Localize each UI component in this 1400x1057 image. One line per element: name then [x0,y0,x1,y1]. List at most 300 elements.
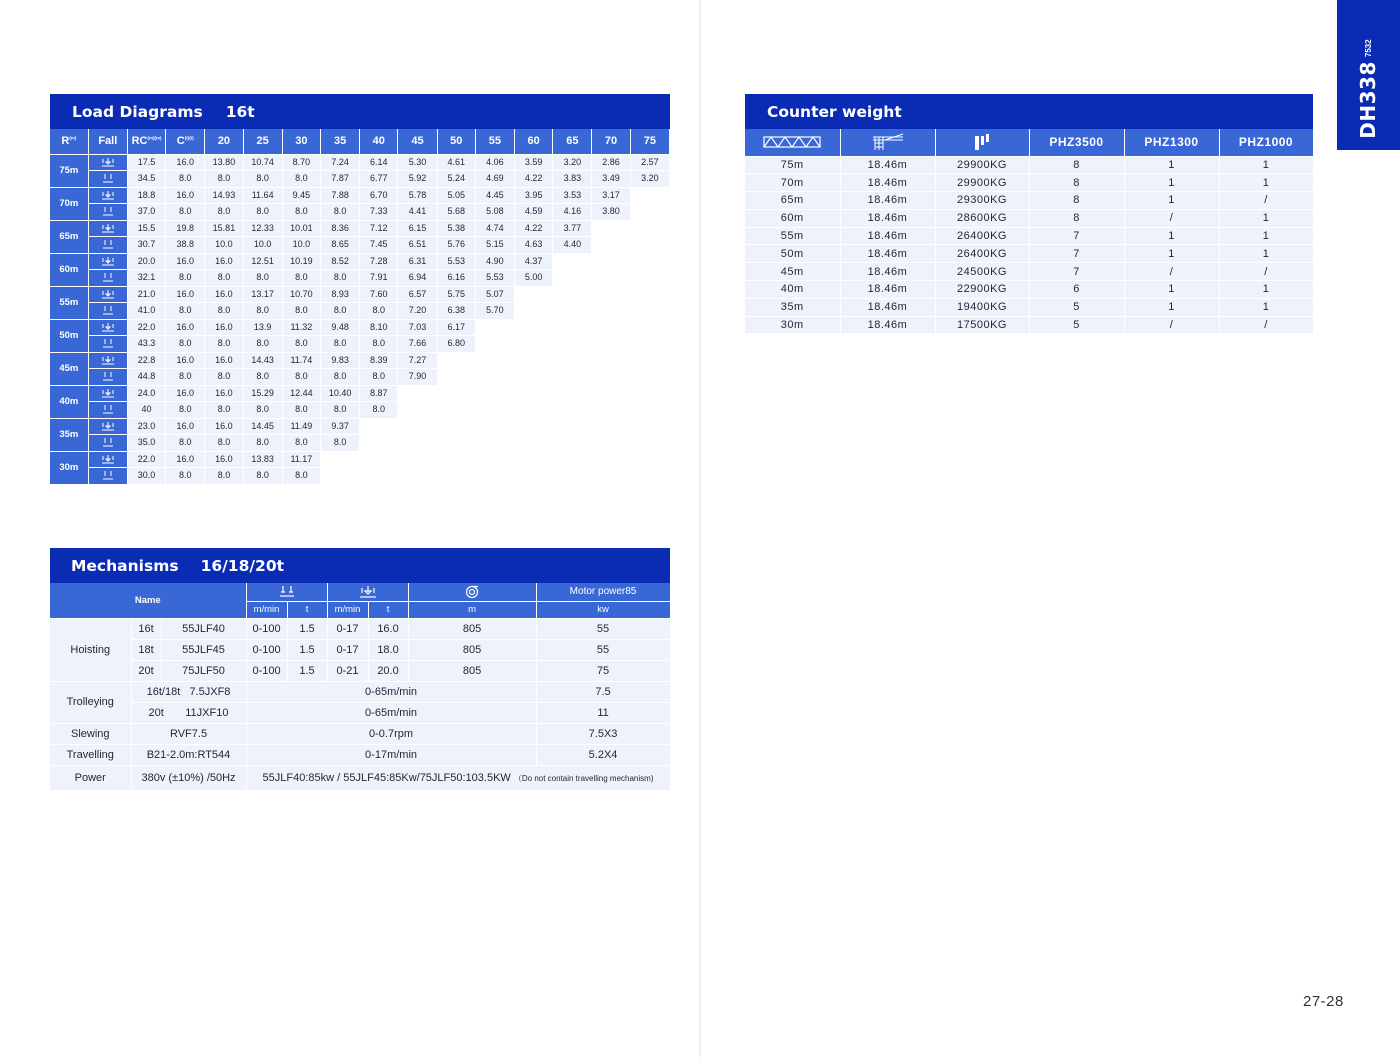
c-value: 8.0 [166,468,205,485]
c-value: 16.0 [166,286,205,303]
load-value: 8.0 [205,270,243,287]
jib-length: 40m [745,281,840,299]
total-weight: 17500KG [935,316,1029,334]
travelling-speed: 0-17m/min [246,744,536,765]
load-value: 4.40 [553,237,592,254]
rc-value: 17.5 [127,154,165,171]
hoisting-power: 55 [536,618,670,639]
load-value: 7.24 [320,154,359,171]
phz1000-count: / [1219,316,1313,334]
load-value: 12.33 [243,220,282,237]
rc-value: 30.7 [127,237,165,254]
phz1000-count: 1 [1219,156,1313,174]
hoisting-power: 75 [536,660,670,681]
tower-height: 18.46m [840,245,935,263]
tower-height: 18.46m [840,209,935,227]
counter-weight-row [745,263,1313,281]
drum-icon [408,583,536,601]
four-fall-hook-icon [88,253,127,270]
c-header: $C^{(t)(t)}$ [166,129,205,154]
load-value: 3.49 [592,171,630,188]
tower-height: 18.46m [840,156,935,174]
empty-cell [630,187,669,204]
c-value: 16.0 [166,385,205,402]
two-fall-hook-icon [88,369,127,386]
load-value: 8.0 [320,204,359,221]
jib-length: 45m [745,263,840,281]
four-fall-hook-icon [88,187,127,204]
load-row [50,402,670,419]
load-value: 11.17 [282,451,320,468]
load-value: 8.0 [205,468,243,485]
phz3500-count: 5 [1029,298,1124,316]
empty-cell [320,468,359,485]
load-value: 8.0 [243,171,282,188]
phz1000-count: / [1219,263,1313,281]
load-value: 5.24 [437,171,475,188]
two-fall-hook-icon [88,402,127,419]
power-supply: 380v (±10%) /50Hz [131,765,246,790]
hoisting-load-b: 16.0 [368,618,408,639]
empty-cell [630,303,669,320]
empty-cell [630,270,669,287]
load-value: 8.0 [282,369,320,386]
empty-cell [515,319,553,336]
rc-value: 30.0 [127,468,165,485]
load-value: 5.92 [398,171,437,188]
phz1300-count: / [1124,209,1219,227]
hoisting-model: 75JLF50 [161,660,246,681]
load-value: 8.0 [282,270,320,287]
load-value: 8.0 [320,435,359,452]
empty-cell [515,336,553,353]
total-weight: 26400KG [935,245,1029,263]
phz1000-count: 1 [1219,209,1313,227]
four-fall-hook-icon [88,286,127,303]
radius-header: 55 [475,129,514,154]
page-number: 27-28 [1303,993,1344,1010]
total-weight: 29900KG [935,156,1029,174]
empty-cell [592,319,630,336]
total-weight: 28600KG [935,209,1029,227]
empty-cell [475,385,514,402]
c-value: 8.0 [166,270,205,287]
load-value: 10.70 [282,286,320,303]
two-fall-hook-icon [88,435,127,452]
empty-cell [475,319,514,336]
counter-weight-row [745,245,1313,263]
load-value: 7.33 [360,204,398,221]
four-fall-hook-icon [88,385,127,402]
jib-length: 60m [745,209,840,227]
load-row [50,418,670,435]
empty-cell [515,286,553,303]
empty-cell [398,468,437,485]
power-label: Power [50,765,131,790]
rc-value: 41.0 [127,303,165,320]
load-row [50,352,670,369]
two-fall-hook-icon [88,336,127,353]
load-value: 6.57 [398,286,437,303]
load-value: 8.0 [205,303,243,320]
load-value: 4.59 [515,204,553,221]
travelling-label: Travelling [50,744,131,765]
radius-header: 30 [282,129,320,154]
rc-value: 43.3 [127,336,165,353]
counter-weight-row [745,316,1313,334]
phz1000-count: 1 [1219,174,1313,192]
rc-value: 21.0 [127,286,165,303]
boom-length-label: 35m [50,418,88,451]
empty-cell [553,402,592,419]
load-value: 8.87 [360,385,398,402]
hoisting-rope-length: 805 [408,618,536,639]
hoisting-load-a: 1.5 [287,639,327,660]
load-value: 4.61 [437,154,475,171]
empty-cell [475,435,514,452]
empty-cell [630,352,669,369]
load-value: 6.94 [398,270,437,287]
hoisting-speed-b: 0-21 [327,660,368,681]
four-fall-hook-icon [88,154,127,171]
phz3500-count: 8 [1029,192,1124,210]
rc-value: 20.0 [127,253,165,270]
empty-cell [553,468,592,485]
load-value: 10.01 [282,220,320,237]
load-value: 10.74 [243,154,282,171]
load-value: 11.64 [243,187,282,204]
two-fall-hook-icon [88,171,127,188]
load-value: 8.52 [320,253,359,270]
load-value: 5.68 [437,204,475,221]
two-fall-hook-icon [88,303,127,320]
rc-value: 37.0 [127,204,165,221]
hoisting-speed-b: 0-17 [327,639,368,660]
two-fall-hook-icon [88,270,127,287]
empty-cell [515,352,553,369]
boom-length-label: 60m [50,253,88,286]
load-value: 3.20 [553,154,592,171]
load-value: 5.05 [437,187,475,204]
empty-cell [592,418,630,435]
load-value: 4.06 [475,154,514,171]
empty-cell [437,451,475,468]
empty-cell [592,451,630,468]
boom-length-label: 30m [50,451,88,484]
c-value: 8.0 [166,171,205,188]
load-value: 8.0 [282,435,320,452]
four-fall-hook-icon [327,583,408,601]
empty-cell [515,402,553,419]
empty-cell [475,468,514,485]
empty-cell [360,468,398,485]
load-value: 3.77 [553,220,592,237]
hoisting-model: 55JLF40 [161,618,246,639]
rc-value: 32.1 [127,270,165,287]
hoisting-load-a: 1.5 [287,660,327,681]
r-header: $R^{(m)}$ [50,129,88,154]
hoisting-rope-length: 805 [408,660,536,681]
counter-weight-row [745,192,1313,210]
slewing-label: Slewing [50,723,131,744]
load-value: 10.0 [205,237,243,254]
load-diagrams-title-bar [50,94,670,129]
empty-cell [437,468,475,485]
model-subcode: 7532 [1363,39,1373,58]
load-value: 6.14 [360,154,398,171]
rc-value: 18.8 [127,187,165,204]
boom-length-label: 55m [50,286,88,319]
load-value: 8.0 [243,204,282,221]
jib-length: 35m [745,298,840,316]
name-header: Name [50,583,246,618]
rc-value: 24.0 [127,385,165,402]
rc-value: 22.0 [127,451,165,468]
jib-length: 50m [745,245,840,263]
load-value: 8.0 [243,435,282,452]
slewing-row [50,723,670,744]
empty-cell [515,451,553,468]
empty-cell [398,418,437,435]
load-value: 9.48 [320,319,359,336]
phz3500-count: 7 [1029,263,1124,281]
load-row [50,451,670,468]
empty-cell [592,336,630,353]
load-value: 6.38 [437,303,475,320]
hoisting-speed-a: 0-100 [246,660,287,681]
c-value: 8.0 [166,435,205,452]
empty-cell [437,418,475,435]
model-name: DH338 [1356,61,1380,139]
load-value: 10.40 [320,385,359,402]
load-value: 5.75 [437,286,475,303]
empty-cell [515,435,553,452]
tower-height: 18.46m [840,174,935,192]
empty-cell [630,418,669,435]
mechanisms-title: Mechanisms [71,556,179,575]
load-value: 8.0 [320,270,359,287]
load-row [50,336,670,353]
rc-value: 44.8 [127,369,165,386]
load-value: 5.53 [437,253,475,270]
hoisting-power: 55 [536,639,670,660]
load-value: 7.03 [398,319,437,336]
page-fold [699,0,701,1057]
load-value: 5.76 [437,237,475,254]
load-row [50,270,670,287]
mechanisms-subtitle: 16/18/20t [200,556,285,575]
empty-cell [437,435,475,452]
mech-header-row-1 [50,583,670,601]
load-value: 15.29 [243,385,282,402]
slewing-speed: 0-0.7rpm [246,723,536,744]
tower-height: 18.46m [840,298,935,316]
load-value: 8.0 [320,402,359,419]
load-value: 16.0 [205,286,243,303]
trolleying-label: Trolleying [50,681,131,723]
hoisting-capacity: 20t [131,660,161,681]
load-value: 4.22 [515,220,553,237]
load-diagrams-title: Load Diagrams [72,102,203,121]
load-value: 7.91 [360,270,398,287]
phz1000-count: 1 [1219,245,1313,263]
power-detail: 55JLF40:85kw / 55JLF45:85Kw/75JLF50:103.5KW （Do not contain travelling mechanism) [246,765,670,790]
empty-cell [630,468,669,485]
load-row [50,369,670,386]
radius-header: 45 [398,129,437,154]
hoisting-label: Hoisting [50,618,131,681]
load-diagram-table [50,129,670,485]
boom-length-label: 75m [50,154,88,187]
empty-cell [515,303,553,320]
empty-cell [553,352,592,369]
total-weight: 22900KG [935,281,1029,299]
motor-power-header: Motor power85 [536,583,670,601]
load-value: 14.45 [243,418,282,435]
unit-kw: kw [536,601,670,618]
slewing-model: RVF7.5 [131,723,246,744]
phz1300-count: 1 [1124,245,1219,263]
empty-cell [592,468,630,485]
load-value: 4.45 [475,187,514,204]
empty-cell [398,435,437,452]
total-weight: 29300KG [935,192,1029,210]
travelling-row [50,744,670,765]
jib-length: 30m [745,316,840,334]
load-value: 7.20 [398,303,437,320]
load-row [50,286,670,303]
phz1300-count: 1 [1124,174,1219,192]
empty-cell [515,369,553,386]
two-fall-hook-icon [88,204,127,221]
phz1000-count: 1 [1219,298,1313,316]
load-value: 5.07 [475,286,514,303]
unit-t-b: t [368,601,408,618]
phz1000-count: / [1219,192,1313,210]
empty-cell [630,369,669,386]
empty-cell [592,253,630,270]
load-value: 4.74 [475,220,514,237]
c-value: 38.8 [166,237,205,254]
load-value: 16.0 [205,385,243,402]
hoisting-speed-a: 0-100 [246,618,287,639]
load-value: 8.0 [243,468,282,485]
load-value: 8.65 [320,237,359,254]
phz1300-count: 1 [1124,156,1219,174]
rc-value: 34.5 [127,171,165,188]
phz3500-count: 8 [1029,174,1124,192]
four-fall-hook-icon [88,220,127,237]
load-value: 8.0 [243,369,282,386]
load-value: 6.70 [360,187,398,204]
load-value: 16.0 [205,451,243,468]
counter-weight-row [745,298,1313,316]
load-value: 5.00 [515,270,553,287]
jib-length: 75m [745,156,840,174]
load-value: 3.53 [553,187,592,204]
load-value: 13.17 [243,286,282,303]
load-value: 7.60 [360,286,398,303]
empty-cell [553,303,592,320]
empty-cell [630,237,669,254]
load-value: 6.31 [398,253,437,270]
load-value: 9.37 [320,418,359,435]
load-value: 4.69 [475,171,514,188]
load-value: 5.70 [475,303,514,320]
phz1000-count: 1 [1219,227,1313,245]
unit-speed-a: m/min [246,601,287,618]
phz3500-count: 5 [1029,316,1124,334]
load-row [50,468,670,485]
rc-value: 40 [127,402,165,419]
c-value: 19.8 [166,220,205,237]
load-value: 4.16 [553,204,592,221]
phz3500-count: 8 [1029,209,1124,227]
trolleying-speed: 0-65m/min [246,681,536,702]
hoisting-row [50,660,670,681]
load-value: 7.88 [320,187,359,204]
total-weight: 24500KG [935,263,1029,281]
load-value: 10.0 [243,237,282,254]
radius-header: 70 [592,129,630,154]
empty-cell [553,253,592,270]
load-value: 8.39 [360,352,398,369]
empty-cell [437,369,475,386]
phz1000-count: 1 [1219,281,1313,299]
boom-length-label: 50m [50,319,88,352]
c-value: 8.0 [166,369,205,386]
empty-cell [398,402,437,419]
load-value: 6.77 [360,171,398,188]
hoisting-model: 55JLF45 [161,639,246,660]
load-value: 8.93 [320,286,359,303]
load-value: 7.45 [360,237,398,254]
load-row [50,303,670,320]
empty-cell [630,253,669,270]
c-value: 8.0 [166,303,205,320]
radius-header: 25 [243,129,282,154]
load-value: 8.0 [243,303,282,320]
load-value: 11.32 [282,319,320,336]
counter-weight-row [745,209,1313,227]
empty-cell [475,369,514,386]
trolleying-power: 7.5 [536,681,670,702]
two-fall-hook-icon [246,583,327,601]
rc-value: 22.8 [127,352,165,369]
load-row [50,435,670,452]
model-tab [1337,0,1400,150]
tower-height: 18.46m [840,263,935,281]
load-value: 4.90 [475,253,514,270]
empty-cell [360,451,398,468]
total-weight: 19400KG [935,298,1029,316]
load-value: 3.20 [630,171,669,188]
rc-header: $RC^{(m)(m)}$ [127,129,165,154]
radius-header: 75 [630,129,669,154]
empty-cell [592,402,630,419]
travelling-power: 5.2X4 [536,744,670,765]
load-value: 10.0 [282,237,320,254]
empty-cell [630,385,669,402]
empty-cell [630,286,669,303]
trolleying-row [50,702,670,723]
load-value: 8.0 [360,303,398,320]
load-value: 14.93 [205,187,243,204]
total-weight: 26400KG [935,227,1029,245]
counterweight-block-icon [935,129,1029,156]
load-value: 16.0 [205,253,243,270]
rc-value: 15.5 [127,220,165,237]
